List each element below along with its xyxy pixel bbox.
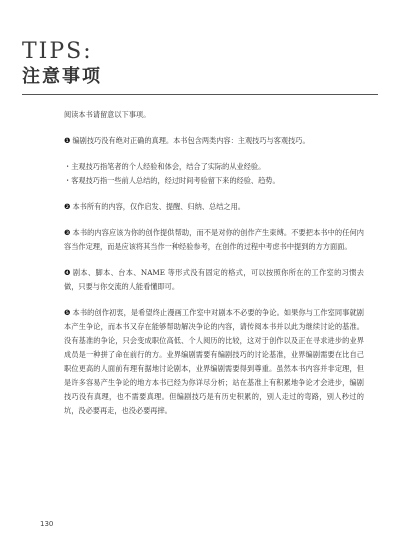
note-marker: ❷	[64, 202, 71, 211]
note-text: 本书的内容应该为你的创作提供帮助，而不是对你的创作产生束缚。不要把本书中的任何内容当作定理，而是应该将其当作一种经验参考，在创作的过程中考虑书中提到的方方面面。	[64, 228, 364, 251]
note-item-4	[64, 266, 364, 294]
note-subitem-1	[64, 160, 364, 174]
page-header	[22, 40, 102, 88]
note-text: 编剧技巧没有绝对正确的真理。本书包含两类内容：主观技巧与客观技巧。	[72, 136, 310, 145]
note-text: 本书所有的内容，仅作启发、提醒、归纳、总结之用。	[72, 202, 245, 211]
note-text: 剧本、脚本、台本、NAME 等形式没有固定的格式，可以按照你所在的工作室的习惯去做，只要与你交流的人能看懂即可。	[64, 268, 364, 291]
page-number: 130	[40, 520, 54, 528]
note-item-3	[64, 226, 364, 254]
intro-paragraph: 阅读本书请留意以下事项。	[64, 110, 151, 119]
title-chinese: 注意事项	[22, 66, 102, 87]
note-text: ・主观技巧指笔者的个人经验和体会，结合了实际的从业经验。	[64, 162, 266, 171]
note-text: ・客观技巧指一些前人总结的，经过时间考验留下来的经验、趋势。	[64, 176, 280, 185]
note-marker: ❹	[64, 268, 71, 277]
note-marker: ❺	[64, 308, 71, 317]
note-item-1	[64, 134, 364, 148]
note-item-5	[64, 306, 364, 418]
header-divider	[22, 94, 378, 95]
notes-body	[64, 108, 364, 426]
note-subitem-2	[64, 174, 364, 188]
note-marker: ❸	[64, 228, 71, 237]
title-english: TIPS:	[22, 39, 93, 64]
note-text: 本书的创作初衷，是希望终止漫画工作室中对剧本不必要的争论。如果你与工作室同事就剧本产生争论，而本书又存在能够帮助解决争论的内容，请传阅本书并以此为继续讨论的基准。没有基准的争论，只会变成职位高低、个人阅历的比较，这对于创作以及正在寻求进步的业界成员是一种拼了命在前行的方。业界编剧需要有编剧技巧的讨论基准，业界编剧需要在比自己职位更高的人面前有理有据地讨论剧本，业界编剧需要得到尊重。虽然本书内容并非定理，但是许多容易产生争论的地方本书已经为你详尽分析；站在基准上有积累地争论才会进步，编剧技巧没有真理，也不需要真理。但编剧技巧是有历史积累的，别人走过的弯路，别人秒过的坑，没必要再走，也没必要再摔。	[64, 308, 364, 415]
note-marker: ❶	[64, 136, 71, 145]
note-item-2	[64, 200, 364, 214]
